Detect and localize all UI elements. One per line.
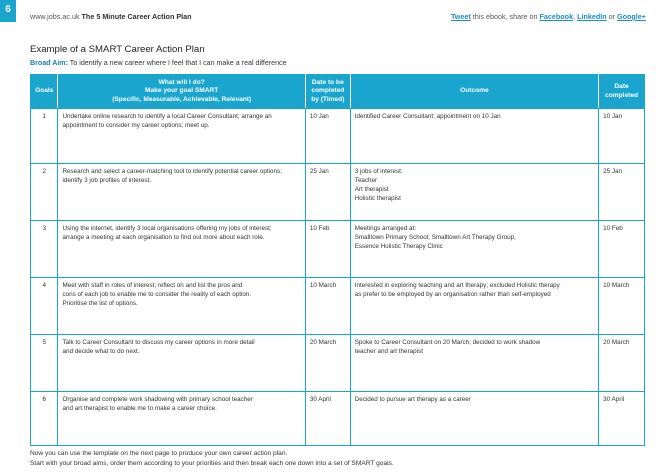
page-header [30, 12, 646, 26]
what-cell [58, 392, 305, 446]
broad-aim [30, 59, 287, 67]
outcome-line: teacher and art therapist [354, 348, 423, 356]
outcome-line: Essence Holistic Therapy Clinic [354, 243, 443, 251]
header-date-completed-line-2: completed [605, 91, 639, 99]
header-what [58, 75, 305, 109]
goal-number: 3 [31, 221, 58, 278]
goal-number: 5 [31, 335, 58, 392]
header-what-line-1: What will I do? [158, 79, 205, 87]
section-title: Example of a SMART Career Action Plan [30, 44, 205, 55]
what-cell [58, 335, 305, 392]
date-completed-cell: 25 Jan [599, 164, 645, 221]
outcome-cell [350, 164, 598, 221]
broad-aim-label: Broad Aim: [30, 59, 68, 67]
outcome-line: Interested in exploring teaching and art therapy; excluded Holistic therapy [354, 282, 560, 289]
what-cell [58, 221, 305, 278]
linkedin-link[interactable]: LinkedIn [577, 12, 607, 21]
what-line: Meet with staff in roles of interest; reflect on and list the pros and [62, 282, 243, 289]
goal-number: 4 [31, 278, 58, 335]
tweet-link[interactable]: Tweet [450, 12, 471, 21]
date-completed-cell: 20 March [599, 335, 645, 392]
outcome-line: Holistic therapist [354, 195, 401, 203]
outcome-line: Teacher [354, 177, 378, 185]
outcome-cell [350, 221, 598, 278]
site-url: www.jobs.ac.uk [30, 12, 80, 21]
date-completed-cell: 30 April [599, 392, 645, 446]
outcome-line: 3 jobs of interest: [354, 168, 403, 175]
date-completed-cell: 10 Feb [599, 221, 645, 278]
outcome-line: Art therapist [354, 186, 389, 194]
table-row [31, 164, 645, 221]
share-or: or [606, 12, 618, 21]
what-line: and art therapist to enable me to make a career choice. [62, 405, 217, 413]
what-line: Prioritise the list of options. [62, 300, 138, 308]
what-cell [58, 164, 305, 221]
goal-number: 1 [31, 109, 58, 164]
what-line: Undertake online research to identify a local Career Consultant; arrange an [62, 113, 272, 120]
date-to-be-cell: 10 Feb [305, 221, 350, 278]
date-to-be-cell: 10 March [305, 278, 350, 335]
google-plus-link[interactable]: Google+ [617, 12, 646, 21]
date-to-be-cell: 20 March [305, 335, 350, 392]
header-date-to-be-line-1: Date to be [311, 79, 344, 87]
header-outcome: Outcome [350, 75, 598, 109]
book-title: The 5 Minute Career Action Plan [81, 12, 192, 21]
header-what-line-2: Make your goal SMART [145, 87, 219, 95]
header-what-line-3: (Specific, Measurable, Achievable, Relevant) [112, 95, 252, 103]
outcome-line: Smalltown Primary School; Smalltown Art Therapy Group, [354, 234, 516, 242]
career-action-plan-table [30, 74, 645, 446]
table-row [31, 278, 645, 335]
outcome-cell [350, 335, 598, 392]
outcome-line: Spoke to Career Consultant on 20 March; decided to work shadow [354, 339, 541, 346]
what-cell [58, 109, 305, 164]
what-line: Using the internet, identify 3 local organisations offering my jobs of interest; [62, 225, 272, 232]
date-to-be-cell: 25 Jan [305, 164, 350, 221]
outcome-cell [350, 392, 598, 446]
outcome-cell [350, 278, 598, 335]
table-row [31, 335, 645, 392]
table-row [31, 221, 645, 278]
footer-instructions [30, 449, 394, 468]
goal-number: 6 [31, 392, 58, 446]
what-line: arrange a meeting at each organisation to find out more about each role. [62, 234, 265, 242]
what-line: cons of each job to enable me to consider the reality of each option. [62, 291, 252, 299]
what-line: Organise and complete work shadowing with primary school teacher [62, 396, 253, 403]
table-row [31, 109, 645, 164]
outcome-cell [350, 109, 598, 164]
date-completed-cell: 10 Jan [599, 109, 645, 164]
header-date-completed [599, 75, 645, 109]
goal-number: 2 [31, 164, 58, 221]
what-line: Research and select a career-matching tool to identify potential career options; [62, 168, 282, 175]
what-line: identify 3 job profiles of interest. [62, 177, 152, 185]
outcome-line: Decided to pursue art therapy as a career [354, 396, 471, 403]
header-date-to-be [305, 75, 350, 109]
page-number: 6 [5, 4, 11, 15]
share-bar [451, 12, 646, 21]
page-number-tab [0, 0, 16, 22]
what-cell [58, 278, 305, 335]
header-date-completed-line-1: Date [614, 83, 629, 91]
footer-line-1: Now you can use the template on the next page to produce your own career action plan. [30, 450, 288, 457]
date-to-be-cell: 30 April [305, 392, 350, 446]
date-to-be-cell: 10 Jan [305, 109, 350, 164]
outcome-line: as prefer to be employed by an organisation rather than self-employed [354, 291, 551, 299]
outcome-line: Meetings arranged at: [354, 225, 416, 232]
header-date-to-be-line-3: by (Timed) [311, 95, 345, 103]
date-completed-cell: 10 March [599, 278, 645, 335]
header-date-to-be-line-2: completed [311, 87, 345, 95]
header-goals: Goals [31, 75, 58, 109]
what-line: appointment to consider my career options; meet up. [62, 122, 210, 130]
what-line: and decide what to do next. [62, 348, 140, 356]
facebook-link[interactable]: Facebook [539, 12, 574, 21]
what-line: Talk to Career Consultant to discuss my career options in more detail [62, 339, 255, 346]
share-text: this ebook, share on [470, 12, 540, 21]
table-row [31, 392, 645, 446]
table-header-row [31, 75, 645, 109]
outcome-line: Identified Career Consultant; appointment on 10 Jan [354, 113, 501, 120]
share-separator: , [573, 12, 578, 21]
broad-aim-text: To identify a new career where I feel that I can make a real difference [67, 59, 287, 67]
footer-line-2: Start with your broad aims, order them according to your priorities and then break each one down into a set of SMART goals. [30, 459, 394, 467]
